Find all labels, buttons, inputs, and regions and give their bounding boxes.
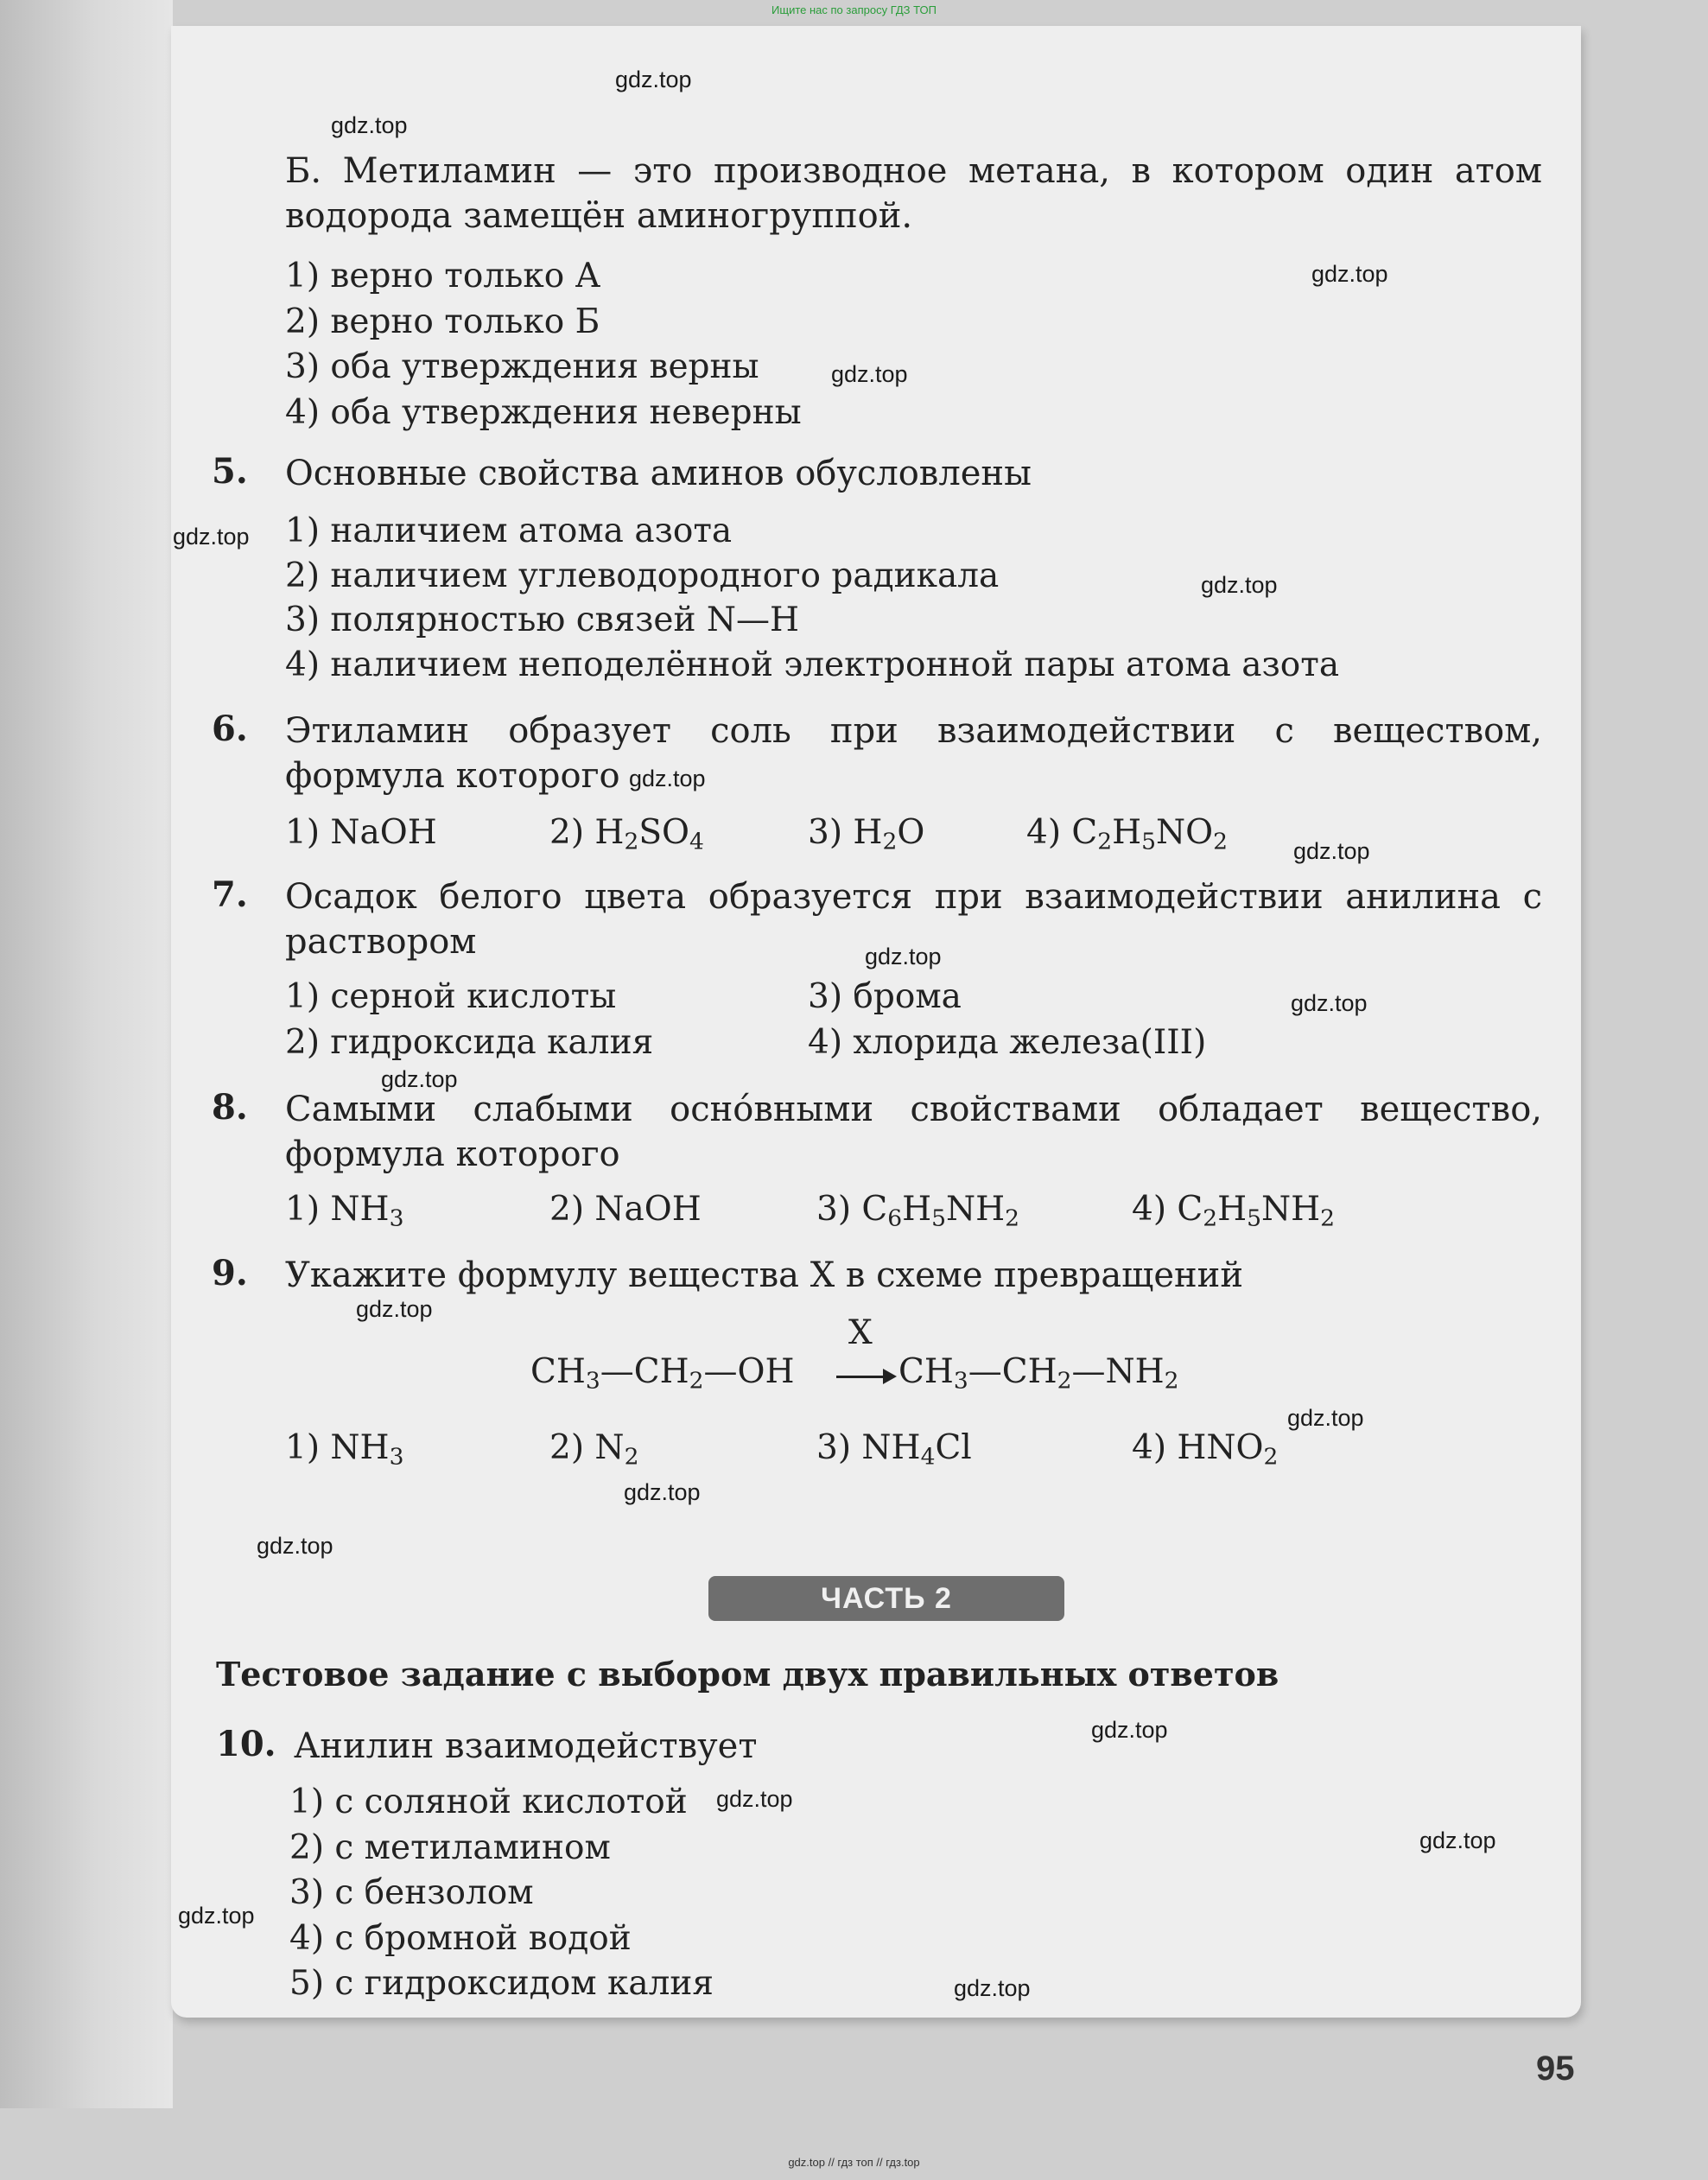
q4-option-2: 2) верно только Б xyxy=(285,302,600,341)
section-heading: Тестовое задание с выбором двух правильных ответов xyxy=(216,1655,1279,1694)
q4-option-1: 1) верно только А xyxy=(285,257,601,296)
q9-scheme-arrowhead xyxy=(883,1369,897,1384)
watermark: gdz.top xyxy=(173,524,250,550)
q5-text: Основные свойства аминов обусловлены xyxy=(285,454,1032,493)
q5-number: 5. xyxy=(212,451,248,492)
watermark: gdz.top xyxy=(1311,261,1388,287)
q10-number: 10. xyxy=(216,1724,276,1764)
q6-option-4: 4) $C_2H_5NO_2$ xyxy=(1026,813,1229,855)
watermark: gdz.top xyxy=(629,766,706,791)
q9-option-4: 4) $HNO_2$ xyxy=(1132,1428,1279,1471)
top-banner: Ищите нас по запросу ГДЗ ТОП xyxy=(771,3,937,16)
watermark: gdz.top xyxy=(954,1975,1031,2001)
q7-option-2: 2) гидроксида калия xyxy=(285,1023,654,1062)
q5-option-3: 3) полярностью связей N—H xyxy=(285,601,799,639)
q9-number: 9. xyxy=(212,1253,248,1293)
watermark: gdz.top xyxy=(331,112,408,138)
part-2-badge: ЧАСТЬ 2 xyxy=(708,1576,1064,1621)
q10-text: Анилин взаимодействует xyxy=(294,1726,758,1766)
q10-option-3: 3) с бензолом xyxy=(289,1873,534,1912)
q6-text: Этиламин образует соль при взаимодействии с веществом, формула которого xyxy=(285,711,1542,796)
q10-option-5: 5) с гидроксидом калия xyxy=(289,1964,714,2003)
q9-scheme-reactant: $CH_3—CH_2—OH$ xyxy=(530,1352,795,1395)
watermark: gdz.top xyxy=(257,1533,333,1559)
q7-option-3: 3) брома xyxy=(808,977,962,1016)
q5-option-4: 4) наличием неподелённой электронной пары атома азота xyxy=(285,645,1340,684)
q5-option-1: 1) наличием атома азота xyxy=(285,512,733,550)
q7-number: 7. xyxy=(212,874,248,915)
page-number: 95 xyxy=(1536,2050,1575,2088)
q7-option-4: 4) хлорида железа(III) xyxy=(808,1023,1207,1062)
q8-option-1: 1) $NH_3$ xyxy=(285,1190,404,1232)
q9-scheme-product: $CH_3—CH_2—NH_2$ xyxy=(898,1352,1179,1395)
q9-text: Укажите формулу вещества X в схеме превращений xyxy=(285,1255,1244,1295)
q4-option-4: 4) оба утверждения неверны xyxy=(285,393,802,432)
q9-option-3: 3) $NH_4Cl$ xyxy=(816,1428,972,1471)
q6-option-3: 3) $H_2O$ xyxy=(808,813,925,855)
q8-option-2: 2) NaOH xyxy=(549,1190,702,1229)
q6-option-2: 2) $H_2SO_4$ xyxy=(549,813,704,855)
q10-option-2: 2) с метиламином xyxy=(289,1828,611,1867)
watermark: gdz.top xyxy=(1419,1827,1496,1853)
q7-option-1: 1) серной кислоты xyxy=(285,977,617,1016)
watermark: gdz.top xyxy=(1291,990,1368,1016)
watermark: gdz.top xyxy=(1091,1717,1168,1743)
watermark: gdz.top xyxy=(381,1066,458,1092)
q4-option-3: 3) оба утверждения верны xyxy=(285,347,759,386)
watermark: gdz.top xyxy=(615,67,692,92)
q4-statement-b: Б. Метиламин — это производное метана, в котором один атом водорода замещён аминогруппой. xyxy=(285,151,1542,236)
q8-option-3: 3) $C_6H_5NH_2$ xyxy=(816,1190,1020,1232)
watermark: gdz.top xyxy=(1293,838,1370,864)
watermark: gdz.top xyxy=(624,1479,701,1505)
watermark: gdz.top xyxy=(831,361,908,387)
bottom-banner: gdz.top // гдз топ // гдз.top xyxy=(788,2156,920,2169)
watermark: gdz.top xyxy=(1201,572,1278,598)
q9-option-1: 1) $NH_3$ xyxy=(285,1428,404,1471)
q8-option-4: 4) $C_2H_5NH_2$ xyxy=(1132,1190,1336,1232)
q10-option-4: 4) с бромной водой xyxy=(289,1919,632,1958)
q7-text: Осадок белого цвета образуется при взаимодействии анилина с раствором xyxy=(285,877,1542,962)
watermark: gdz.top xyxy=(716,1786,793,1812)
watermark: gdz.top xyxy=(865,944,942,969)
book-spine-shadow xyxy=(0,0,173,2108)
q8-text: Самыми слабыми оснóвными свойствами обладает вещество, формула которого xyxy=(285,1090,1542,1174)
q6-option-1: 1) NaOH xyxy=(285,813,437,852)
q6-number: 6. xyxy=(212,709,248,749)
watermark: gdz.top xyxy=(1287,1405,1364,1431)
watermark: gdz.top xyxy=(356,1296,433,1322)
q8-number: 8. xyxy=(212,1087,248,1128)
q9-scheme-arrow xyxy=(836,1376,886,1378)
q10-option-1: 1) с соляной кислотой xyxy=(289,1783,688,1821)
q9-option-2: 2) $N_2$ xyxy=(549,1428,639,1471)
q9-scheme-x-label: X xyxy=(848,1313,873,1352)
watermark: gdz.top xyxy=(178,1903,255,1929)
q5-option-2: 2) наличием углеводородного радикала xyxy=(285,556,1000,595)
